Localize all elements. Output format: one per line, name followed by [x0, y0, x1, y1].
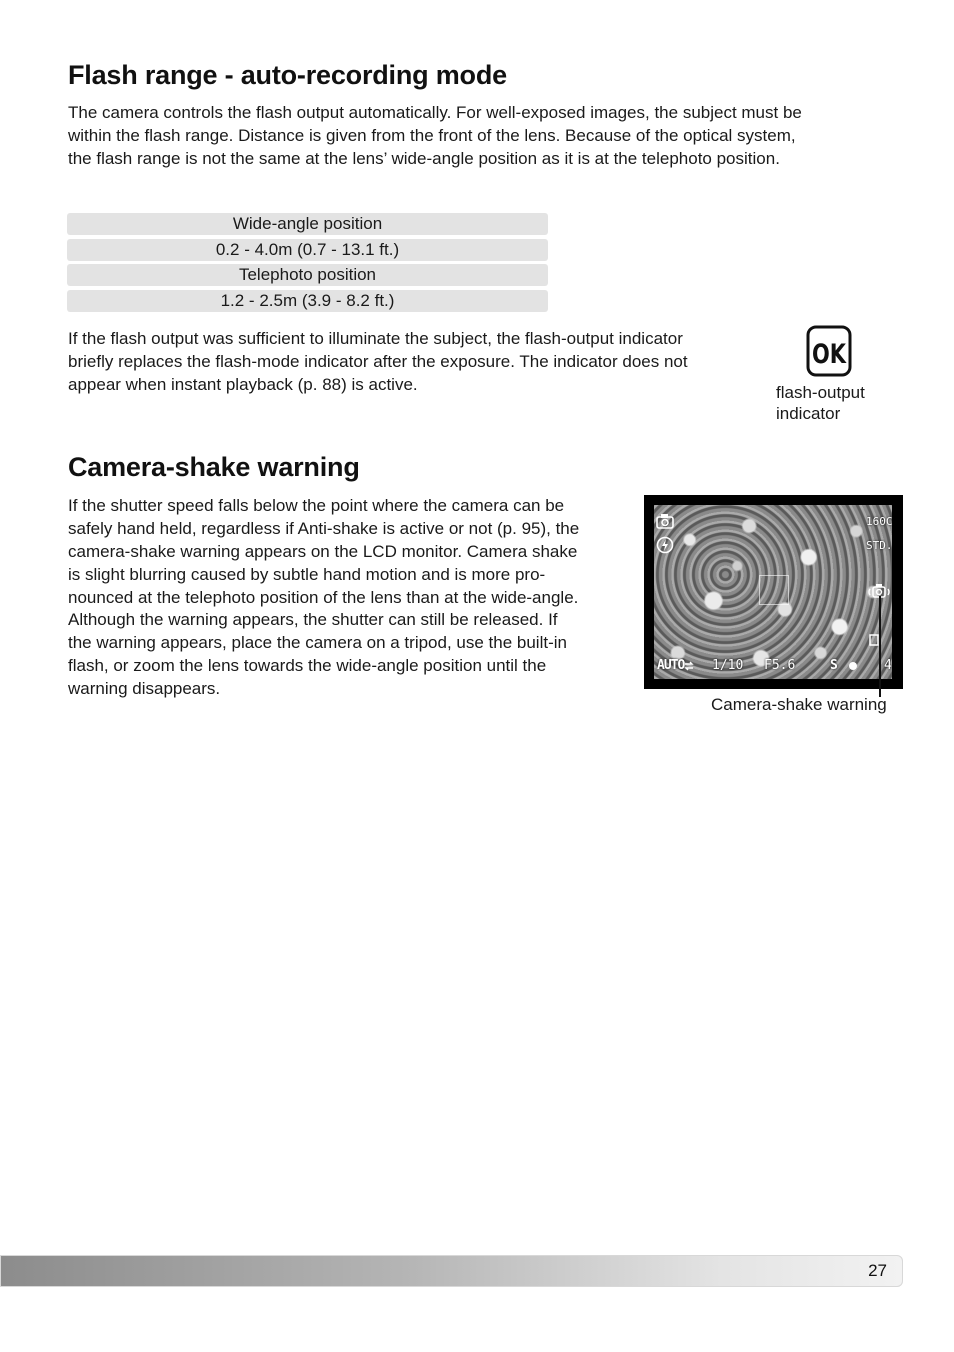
text-line: appear when instant playback (p. 88) is active.: [68, 375, 418, 394]
text-line: nounced at the telephoto position of the lens than at the wide-angle.: [68, 588, 579, 607]
text-line: camera-shake warning appears on the LCD monitor. Camera shake: [68, 542, 578, 561]
camera-mode-icon: [656, 513, 674, 529]
aperture-readout: F5.6: [764, 658, 796, 673]
focus-frame: [759, 575, 789, 605]
text-line: If the flash output was sufficient to illuminate the subject, the flash-output indicator: [68, 329, 683, 348]
telephoto-heading-row: Telephoto position: [67, 264, 548, 286]
text-line: Although the warning appears, the shutter can still be released. If: [68, 610, 558, 629]
flash-indicator-label-line2: indicator: [776, 404, 841, 423]
text-line: the flash range is not the same at the lens’ wide-angle position as it is at the telephoto position.: [68, 149, 780, 168]
text-line: warning disappears.: [68, 679, 221, 698]
focus-signal-icon: [848, 661, 858, 671]
text-line: is slight blurring caused by subtle hand motion and is more pro-: [68, 565, 546, 584]
text-line: within the flash range. Distance is given from the front of the lens. Because of the optical system,: [68, 126, 796, 145]
quality-indicator: STD.: [866, 539, 893, 552]
footer-bar: [0, 1255, 903, 1287]
exposure-mode-indicator: AUTO: [657, 658, 685, 673]
ok-icon-text: OK: [812, 339, 847, 370]
callout-line: [879, 596, 881, 697]
wide-angle-range-row: 0.2 - 4.0m (0.7 - 13.1 ft.): [67, 239, 548, 261]
wide-angle-heading-row: Wide-angle position: [67, 213, 548, 235]
text-line: The camera controls the flash output automatically. For well-exposed images, the subject must be: [68, 103, 802, 122]
text-line: If the shutter speed falls below the point where the camera can be: [68, 496, 565, 515]
text-line: flash, or zoom the lens towards the wide-angle position until the: [68, 656, 547, 675]
flash-range-table: [67, 213, 548, 315]
iso-indicator: 160C: [866, 515, 893, 528]
flash-indicator-label-line1: flash-output: [776, 383, 865, 402]
text-line: safely hand held, regardless if Anti-shake is active or not (p. 95), the: [68, 519, 580, 538]
flash-output-ok-icon: [806, 325, 852, 377]
text-line: the warning appears, place the camera on a tripod, use the built-in: [68, 633, 567, 652]
page-number: 27: [868, 1261, 887, 1280]
flash-range-heading: Flash range - auto-recording mode: [68, 60, 507, 90]
camera-shake-warning-caption: Camera-shake warning: [711, 695, 887, 714]
camera-shake-heading: Camera-shake warning: [68, 452, 360, 482]
shutter-speed-readout: 1/10: [712, 658, 744, 673]
frame-counter: 4: [884, 658, 892, 673]
white-balance-icon: [683, 660, 695, 672]
text-line: briefly replaces the flash-mode indicator after the exposure. The indicator does not: [68, 352, 688, 371]
drive-mode-icon: [869, 634, 879, 646]
telephoto-range-row: 1.2 - 2.5m (3.9 - 8.2 ft.): [67, 290, 548, 312]
lcd-monitor-illustration: [644, 495, 903, 689]
flash-mode-icon: [656, 536, 674, 554]
metering-indicator: S: [830, 658, 838, 673]
